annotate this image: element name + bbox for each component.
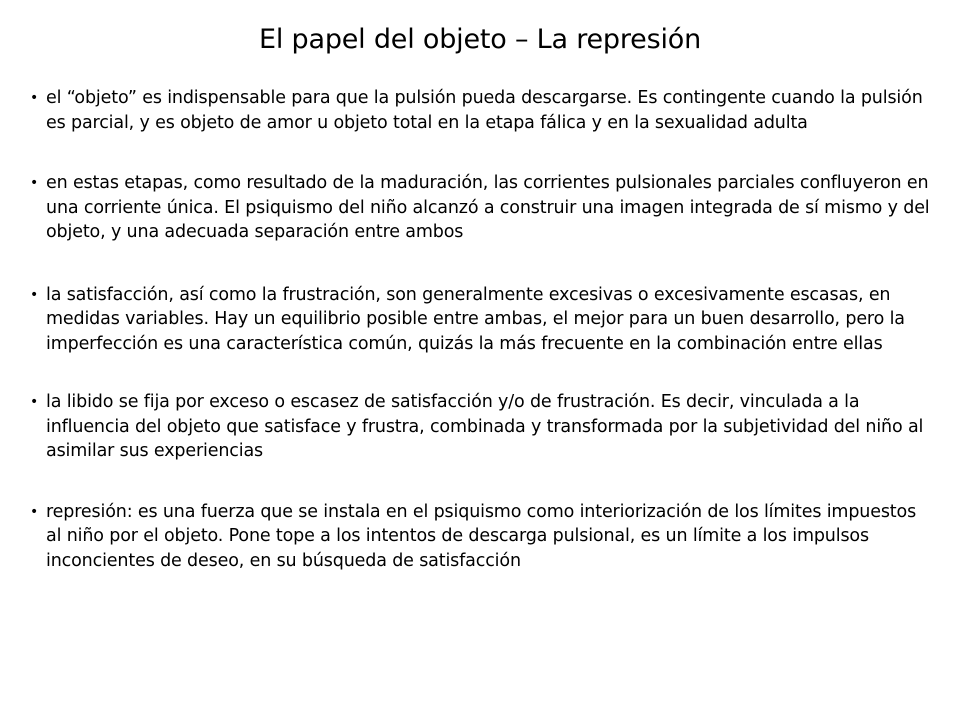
bullet-item-satisfaccion <box>30 283 930 357</box>
bullet-dot-icon: • <box>30 394 39 410</box>
bullet-text: en estas etapas, como resultado de la maduración, las corrientes pulsionales parciales confluyeron en una corriente única. El psiquismo del niño alcanzó a construir una imagen integrada de sí mismo y del objeto, y una adecuada separación entre ambos <box>46 173 930 242</box>
bullet-text: el “objeto” es indispensable para que la pulsión pueda descargarse. Es contingente cuando la pulsión es parcial, y es objeto de amor u objeto total en la etapa fálica y en la sexualidad adulta <box>46 88 923 133</box>
bullet-item-objeto <box>30 86 930 135</box>
bullet-dot-icon: • <box>30 175 39 191</box>
bullet-dot-icon: • <box>30 286 39 303</box>
bullet-text: la libido se fija por exceso o escasez de satisfacción y/o de frustración. Es decir, vinculada a la influencia del objeto que satisface y frustra, combinada y transformada por la subjetividad del niño al asimilar sus experiencias <box>46 392 924 461</box>
bullet-list <box>30 86 930 573</box>
bullet-item-libido <box>30 390 930 464</box>
slide-title: El papel del objeto – La represión <box>259 24 701 55</box>
bullet-dot-icon: • <box>30 503 39 520</box>
bullet-text: represión: es una fuerza que se instala en el psiquismo como interiorización de los límites impuestos al niño por el objeto. Pone tope a los intentos de descarga pulsional, es un límite a los impulsos inconcientes de deseo, en su búsqueda de satisfacción <box>46 501 917 571</box>
bullet-item-represion <box>30 500 930 574</box>
bullet-dot-icon: • <box>30 90 39 106</box>
bullet-item-maduracion <box>30 171 930 245</box>
bullet-text: la satisfacción, así como la frustración, son generalmente excesivas o excesivamente escasas, en medidas variables. Hay un equilibrio posible entre ambas, el mejor para un buen desarrollo, pero la imperfección es una característica común, quizás la más frecuente en la combinación entre ellas <box>46 284 905 354</box>
